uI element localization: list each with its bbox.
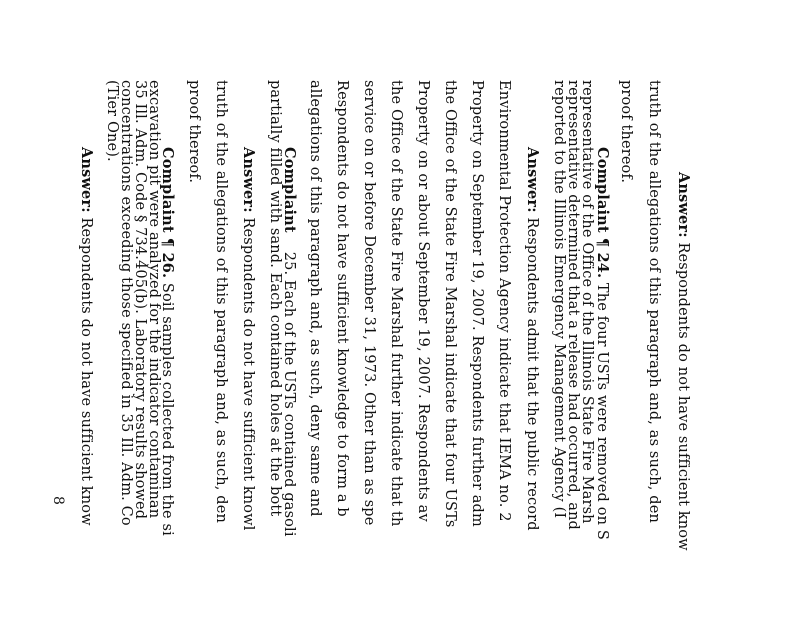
line-text: Respondents do not have sufficient knowl (240, 212, 256, 531)
text-line (103, 80, 121, 162)
line-text: Environmental Protection Agency indicate that IEMA no. 2 (496, 80, 512, 522)
line-text: the Office of the State Fire Marshal further indicate that th (388, 80, 404, 527)
line-text: Property on or about September 19, 2007. Respondents av (415, 80, 431, 522)
line-text: proof thereof. (618, 80, 634, 184)
line-text: Respondents admit that the public record (524, 212, 540, 531)
line-text: Respondents do not have sufficient know (78, 212, 94, 526)
line-text: representative determined that a release had occurred, and (565, 80, 581, 530)
line-text: partially filled with sand. Each contained holes at the bott (267, 80, 283, 517)
line-text: (Tier One). (104, 80, 120, 162)
line-text: Property on September 19, 2007. Respondents further adm (469, 80, 485, 527)
paragraph-label: Answer: (675, 172, 692, 238)
line-text: truth of the allegations of this paragraph and, as such, den (646, 80, 662, 523)
paragraph-label: Answer: (524, 147, 541, 213)
text-line (360, 80, 378, 525)
text-line (266, 80, 284, 516)
line-text: the Office of the State Fire Marshal indicate that four USTs (442, 80, 458, 528)
paragraph-label: Answer: (240, 147, 257, 213)
line-text: reported to the Illinois Emergency Management Agency (I (551, 80, 567, 519)
line-text: The four USTs were removed on S (594, 278, 610, 540)
text-line (239, 147, 257, 531)
text-line (523, 147, 541, 531)
text-line (306, 80, 324, 517)
text-line (333, 80, 351, 517)
line-text: 25. Each of the USTs contained gasoli (281, 232, 297, 537)
line-text: service on or before December 31, 1973. Other than as spe (361, 80, 377, 526)
paragraph-label: Answer: (78, 147, 95, 213)
line-text: allegations of this paragraph and, as such, deny same and (307, 80, 323, 517)
text-line (185, 80, 203, 183)
page-number: 8 (50, 496, 66, 505)
line-text: 35 Ill. Adm. Code § 734.405(b). Laboratory results showed (132, 80, 148, 520)
text-line (414, 80, 432, 522)
text-line (550, 80, 568, 518)
line-text: proof thereof. (186, 80, 202, 184)
text-line (212, 80, 230, 523)
text-line (617, 80, 635, 183)
line-text: truth of the allegations of this paragraph and, as such, den (213, 80, 229, 523)
line-text: concentrations exceeding those specified in 35 Ill. Adm. Co (118, 80, 134, 526)
text-line (387, 80, 405, 527)
text-line (468, 80, 486, 527)
text-line (77, 147, 95, 526)
line-text: excavation pit were analyzed for the indicator contaminan (146, 80, 162, 519)
paragraph-label: Complaint ¶ 26. (159, 147, 176, 279)
text-line (645, 80, 663, 523)
paragraph-label: Complaint ¶ 24. (594, 147, 611, 279)
text-line (441, 80, 459, 527)
line-text: representative of the Office of the Illinois State Fire Marsh (579, 80, 595, 524)
line-text: Respondents do not have sufficient know (675, 237, 691, 551)
line-text: Respondents do not have sufficient knowledge to form a b (334, 80, 350, 517)
text-line (495, 80, 513, 522)
text-line (674, 172, 692, 551)
line-text: Soil samples collected from the si (159, 278, 175, 536)
paragraph-label: Complaint (281, 147, 298, 233)
